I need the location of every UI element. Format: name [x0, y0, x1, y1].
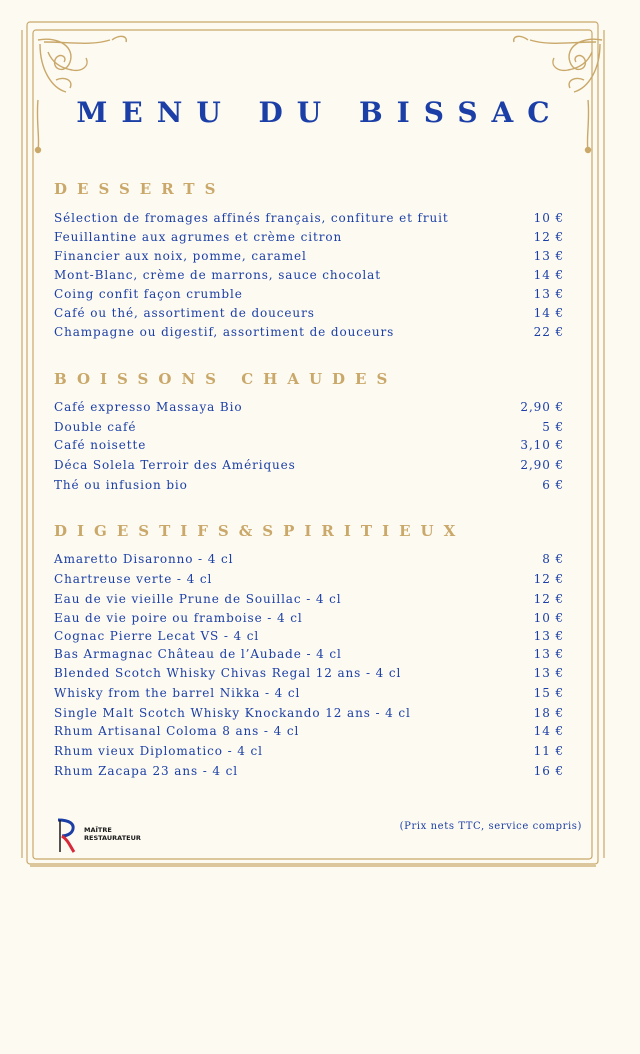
item-price: 13 € [533, 287, 564, 301]
item-price: 22 € [533, 325, 564, 339]
price-note: (Prix nets TTC, service compris) [399, 821, 582, 832]
item-name: Financier aux noix, pomme, caramel [54, 249, 307, 263]
item-name: Bas Armagnac Château de l’Aubade - 4 cl [54, 647, 342, 661]
menu-item [54, 629, 564, 647]
menu-item [54, 647, 564, 665]
item-name: Thé ou infusion bio [54, 478, 188, 492]
item-name: Café noisette [54, 438, 147, 452]
section-title-digestifs: DIGESTIFS&SPIRITIEUX [54, 522, 466, 540]
item-name: Amaretto Disaronno - 4 cl [54, 552, 234, 566]
menu-item [54, 592, 564, 610]
item-name: Eau de vie vieille Prune de Souillac - 4 cl [54, 592, 342, 606]
menu-item [54, 458, 564, 476]
menu-item [54, 211, 564, 229]
menu-item [54, 552, 564, 570]
item-price: 13 € [533, 629, 564, 643]
item-price: 14 € [533, 724, 564, 738]
menu-item [54, 764, 564, 782]
item-name: Eau de vie poire ou framboise - 4 cl [54, 611, 303, 625]
menu-item [54, 287, 564, 305]
item-name: Rhum Zacapa 23 ans - 4 cl [54, 764, 239, 778]
menu-item [54, 306, 564, 324]
maitre-restaurateur-r-icon [54, 818, 80, 854]
item-name: Mont-Blanc, crème de marrons, sauce chocolat [54, 268, 381, 282]
item-price: 8 € [542, 552, 564, 566]
menu-item [54, 686, 564, 704]
item-price: 5 € [542, 420, 564, 434]
menu-item [54, 706, 564, 724]
menu-item [54, 249, 564, 267]
item-price: 2,90 € [520, 458, 564, 472]
menu-item [54, 744, 564, 762]
corner-flourish-left-icon [36, 36, 127, 152]
item-name: Whisky from the barrel Nikka - 4 cl [54, 686, 301, 700]
menu-title: MENU DU BISSAC [76, 96, 564, 129]
item-name: Cognac Pierre Lecat VS - 4 cl [54, 629, 260, 643]
item-price: 15 € [533, 686, 564, 700]
logo-text-line1: MAÎTRE [84, 826, 112, 834]
section-title-boissons-chaudes: BOISSONS CHAUDES [54, 370, 398, 388]
item-price: 13 € [533, 666, 564, 680]
item-name: Champagne ou digestif, assortiment de douceurs [54, 325, 395, 339]
item-name: Single Malt Scotch Whisky Knockando 12 ans - 4 cl [54, 706, 411, 720]
item-name: Rhum Artisanal Coloma 8 ans - 4 cl [54, 724, 300, 738]
menu-item [54, 438, 564, 456]
item-price: 13 € [533, 647, 564, 661]
item-price: 12 € [533, 230, 564, 244]
item-price: 14 € [533, 268, 564, 282]
item-price: 18 € [533, 706, 564, 720]
menu-item [54, 268, 564, 286]
section-title-desserts: DESSERTS [54, 180, 226, 198]
menu-item [54, 666, 564, 684]
menu-item [54, 420, 564, 438]
item-name: Rhum vieux Diplomatico - 4 cl [54, 744, 263, 758]
item-name: Déca Solela Terroir des Amériques [54, 458, 296, 472]
item-name: Double café [54, 420, 137, 434]
item-price: 3,10 € [520, 438, 564, 452]
item-price: 10 € [533, 611, 564, 625]
item-name: Feuillantine aux agrumes et crème citron [54, 230, 343, 244]
item-name: Café ou thé, assortiment de douceurs [54, 306, 315, 320]
logo-text-line2: RESTAURATEUR [84, 834, 141, 842]
item-price: 14 € [533, 306, 564, 320]
item-price: 6 € [542, 478, 564, 492]
corner-flourish-right-icon [514, 36, 602, 152]
menu-item [54, 572, 564, 590]
item-price: 10 € [533, 211, 564, 225]
menu-item [54, 611, 564, 629]
menu-item [54, 400, 564, 418]
item-price: 13 € [533, 249, 564, 263]
menu-item [54, 724, 564, 742]
menu-item [54, 230, 564, 248]
menu-item [54, 325, 564, 343]
item-price: 12 € [533, 592, 564, 606]
item-price: 2,90 € [520, 400, 564, 414]
item-name: Chartreuse verte - 4 cl [54, 572, 213, 586]
item-name: Sélection de fromages affinés français, confiture et fruit [54, 211, 449, 225]
item-price: 12 € [533, 572, 564, 586]
maitre-restaurateur-logo [54, 818, 144, 856]
item-name: Café expresso Massaya Bio [54, 400, 243, 414]
item-name: Blended Scotch Whisky Chivas Regal 12 ans - 4 cl [54, 666, 402, 680]
item-name: Coing confit façon crumble [54, 287, 243, 301]
menu-item [54, 478, 564, 496]
item-price: 11 € [533, 744, 564, 758]
item-price: 16 € [533, 764, 564, 778]
